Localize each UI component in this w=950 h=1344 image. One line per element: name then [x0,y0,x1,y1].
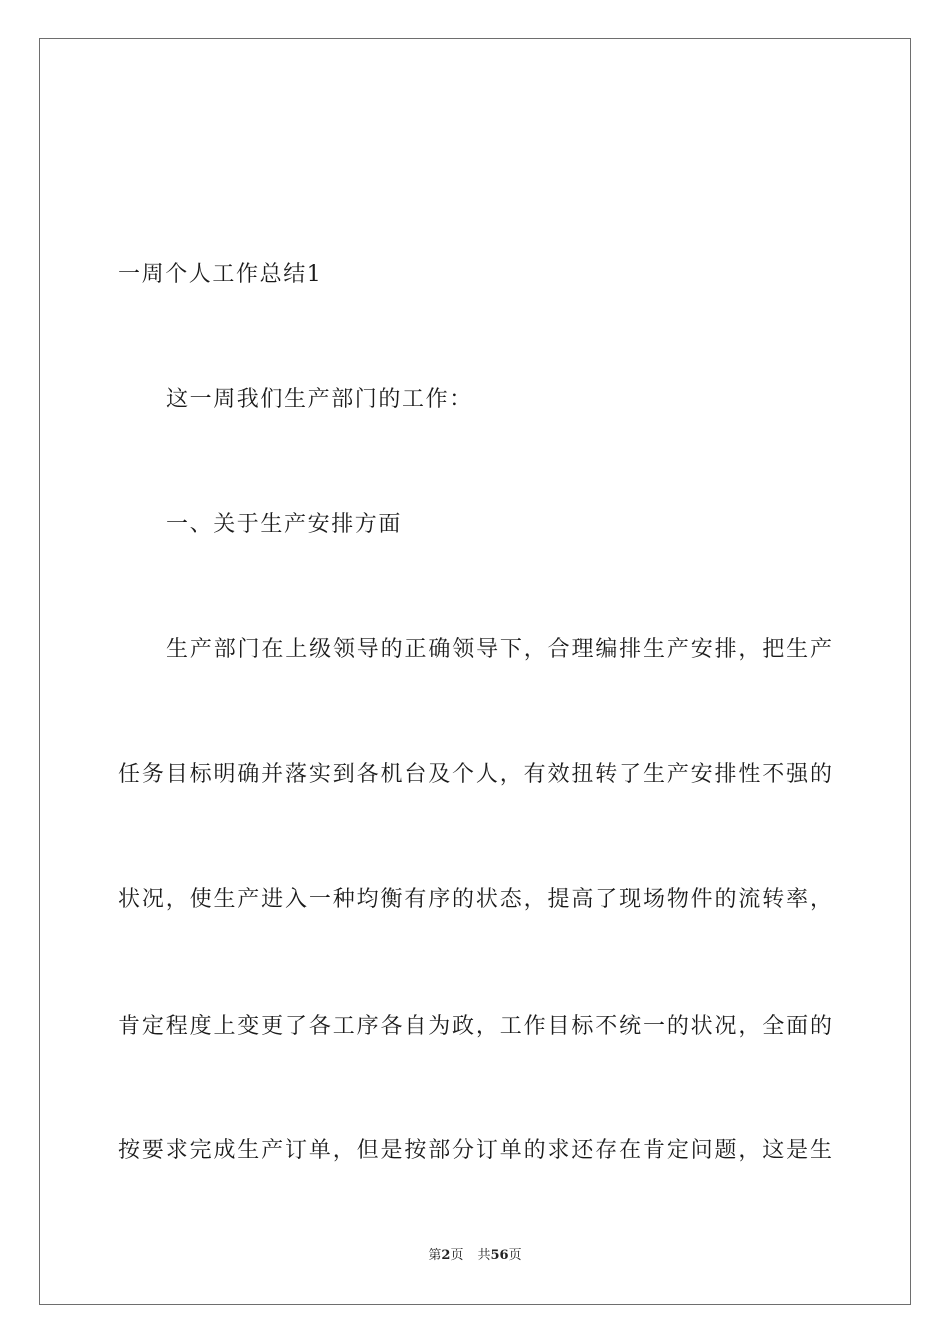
total-pages: 56 [490,1248,509,1263]
total-suffix: 页 [508,1248,522,1263]
intro-paragraph: 这一周我们生产部门的工作： [166,387,473,412]
section-heading: 一、关于生产安排方面 [166,512,403,537]
document-title: 一周个人工作总结1 [118,262,323,287]
page-suffix: 页 [450,1248,464,1263]
page-border [39,38,911,1305]
body-line: 生产部门在上级领导的正确领导下，合理编排生产安排，把生产 [166,637,832,662]
page-number: 2 [441,1248,451,1263]
body-line: 状况，使生产进入一种均衡有序的状态，提高了现场物件的流转率， [118,887,832,912]
body-line: 任务目标明确并落实到各机台及个人，有效扭转了生产安排性不强的 [118,762,832,787]
body-line: 按要求完成生产订单，但是按部分订单的求还存在肯定问题，这是生 [118,1138,832,1163]
body-line: 肯定程度上变更了各工序各自为政，工作目标不统一的状况，全面的 [118,1014,832,1039]
total-prefix: 共 [477,1248,491,1263]
page-prefix: 第 [428,1248,442,1263]
page-footer [0,1248,950,1264]
